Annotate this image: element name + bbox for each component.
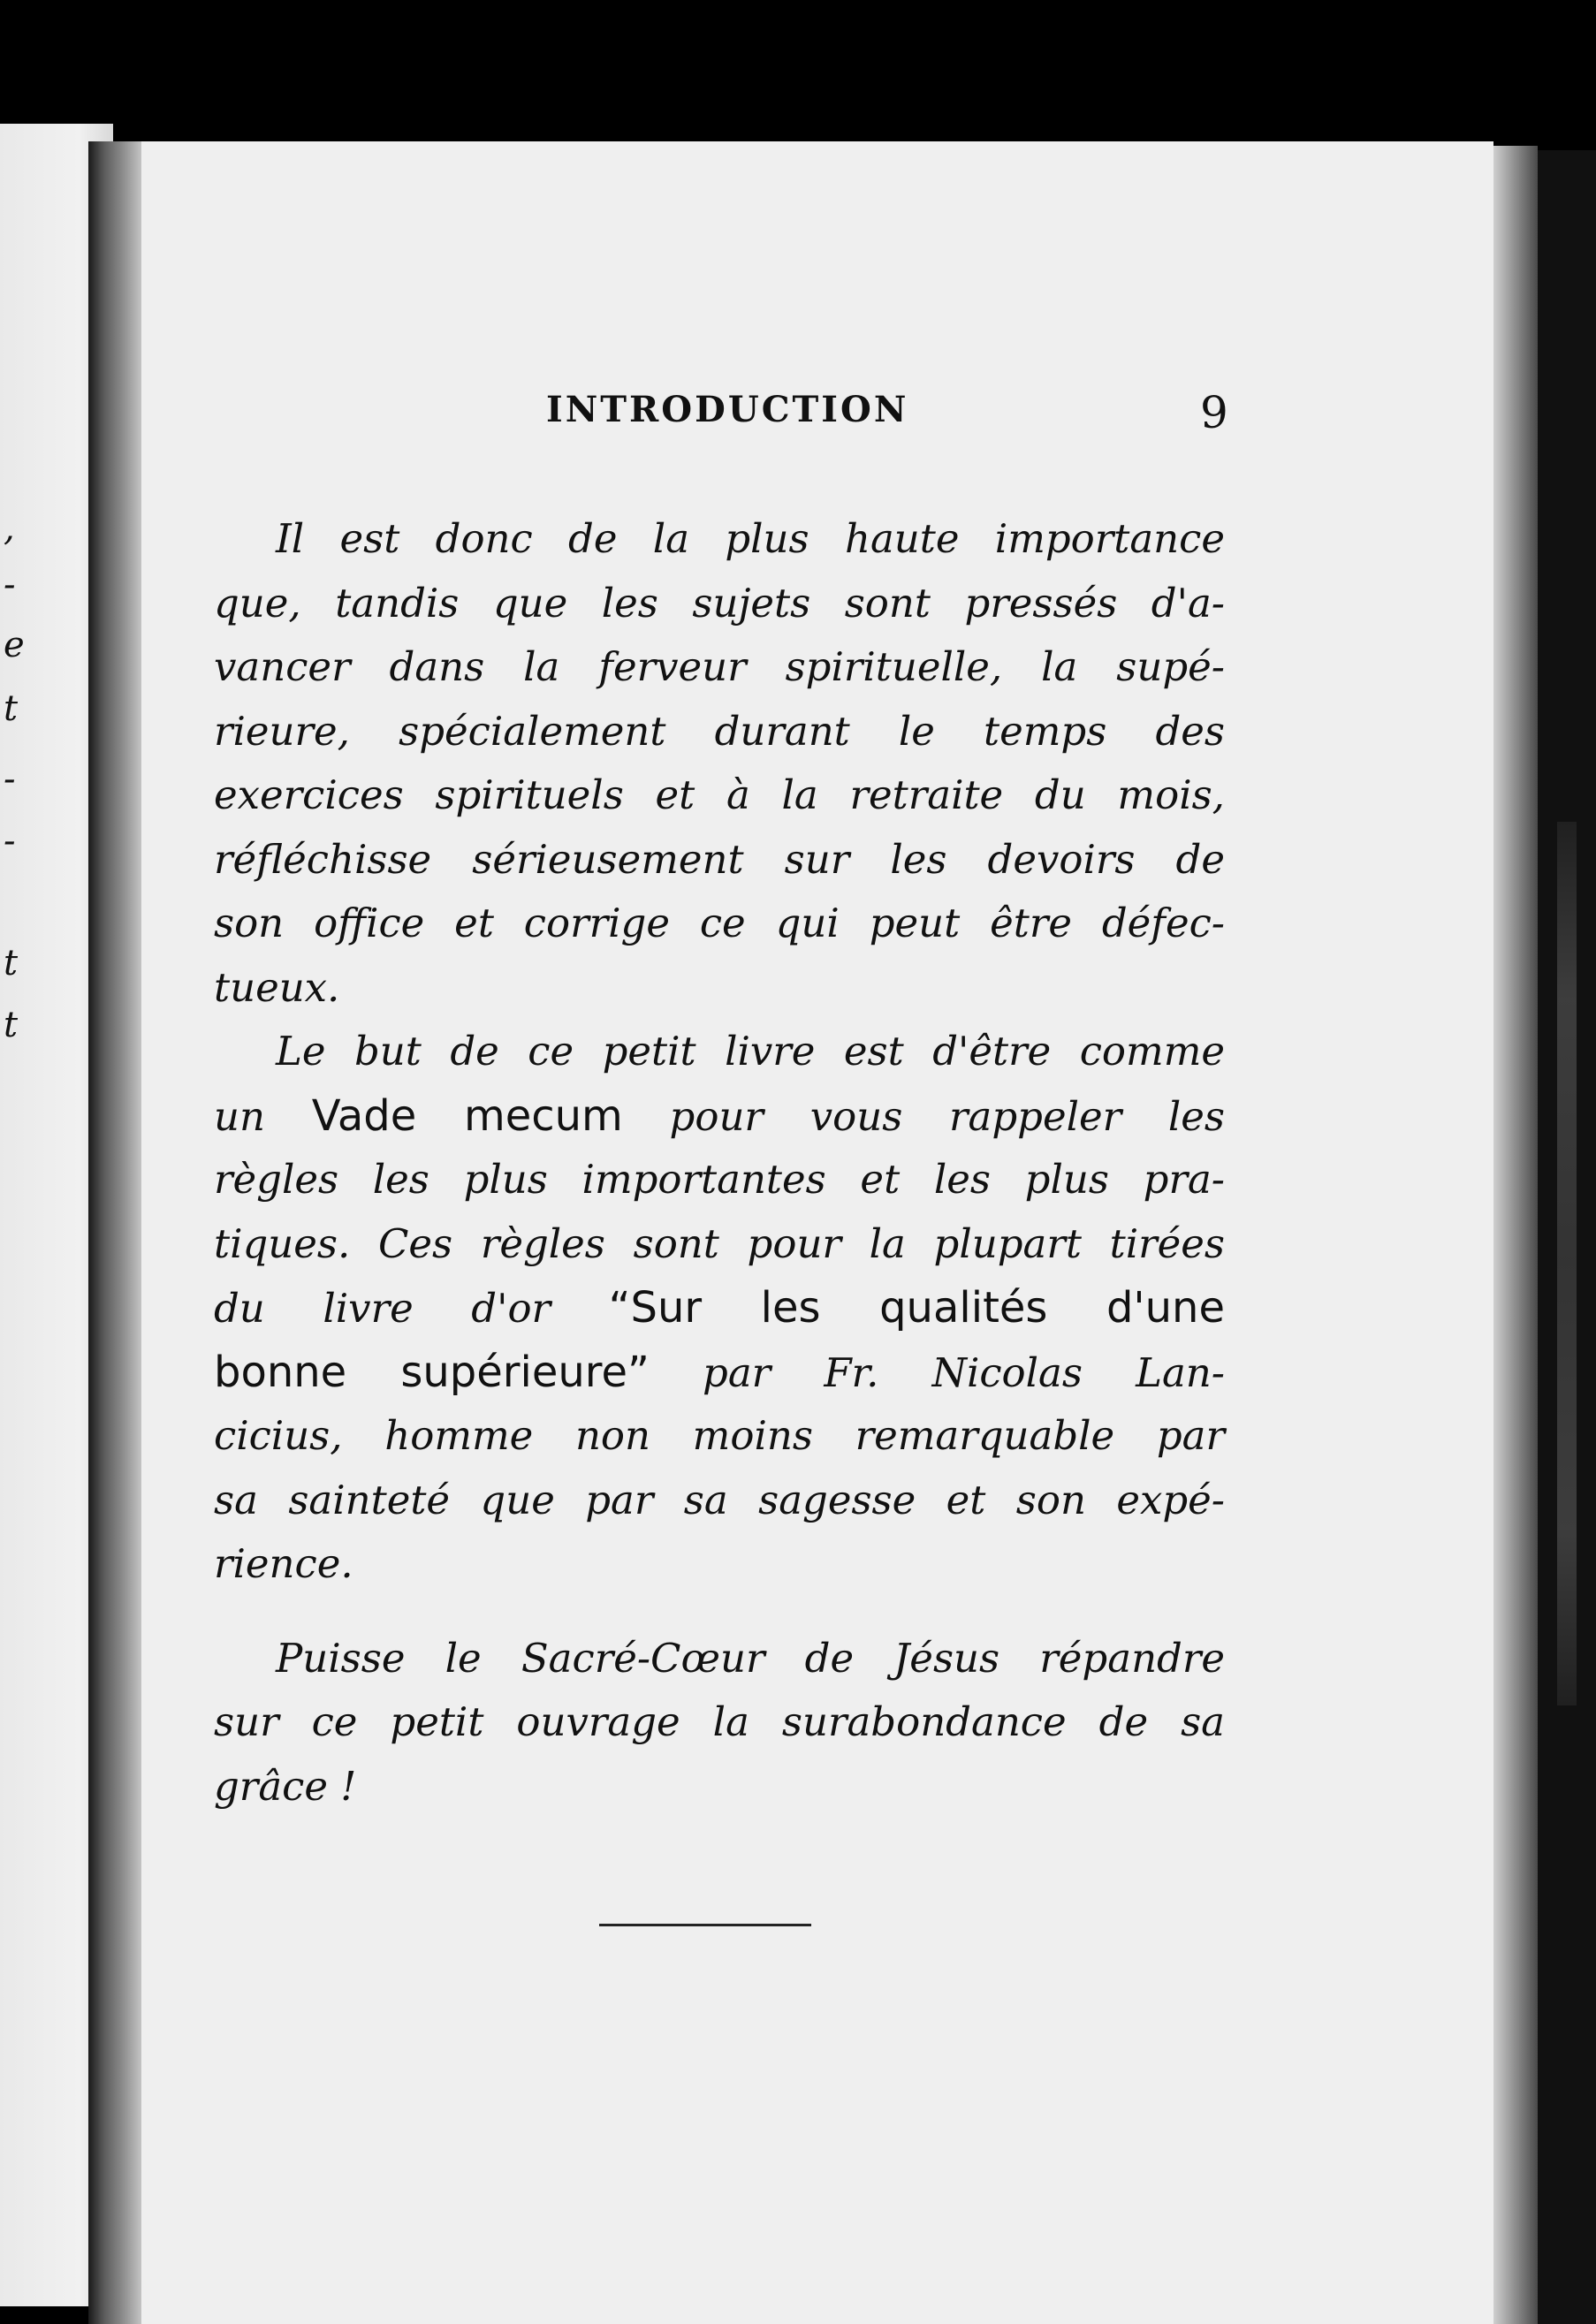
left-page-fragment: e — [4, 625, 25, 665]
text-line: Il est donc de la plus haute importance — [276, 515, 1225, 562]
page-edge — [1493, 146, 1538, 2324]
text-line: rience. — [214, 1540, 353, 1587]
text-line-with-roman: un Vade mecum pour vous rappeler les — [214, 1090, 1226, 1141]
roman-text-inner: bonne supérieure — [214, 1347, 627, 1397]
text-line: réfléchisse sérieusement sur les devoirs de — [214, 835, 1225, 883]
paragraph-1 — [214, 507, 1225, 1020]
library-stamp — [1557, 822, 1577, 1705]
end-rule — [599, 1924, 811, 1926]
text-line: Puisse le Sacré-Cœur de Jésus répandre — [276, 1634, 1225, 1682]
book-cover-edge — [1538, 150, 1596, 2324]
text-line: tiques. Ces règles sont pour la plupart tirées — [214, 1219, 1225, 1267]
left-page-fragment: , — [4, 508, 15, 549]
text-line: rieure, spécialement durant le temps des — [214, 707, 1225, 755]
text-line-with-roman: du livre d'or “Sur les qualités d'une — [214, 1283, 1225, 1333]
roman-text: Vade mecum — [311, 1090, 623, 1141]
text-line: sur ce petit ouvrage la surabondance de sa — [214, 1698, 1225, 1745]
roman-text: bonne supérieure” — [214, 1347, 650, 1397]
text-line: tueux. — [214, 963, 340, 1011]
text-line: sa sainteté que par sa sagesse et son expé- — [214, 1476, 1225, 1523]
paragraph-2 — [214, 1020, 1225, 1597]
page-body — [214, 507, 1225, 1819]
text-line: exercices spirituels et à la retraite du mois, — [214, 771, 1225, 818]
text-line: grâce ! — [214, 1762, 357, 1810]
text-line: que, tandis que les sujets sont pressés d'a- — [214, 579, 1225, 627]
text-line-with-roman: bonne supérieure” par Fr. Nicolas Lan- — [214, 1347, 1225, 1397]
left-page-fragment: t — [4, 688, 19, 729]
text-line: son office et corrige ce qui peut être défec- — [214, 900, 1225, 946]
roman-text-inner: Sur les qualités d'une — [630, 1283, 1225, 1333]
paragraph-gap — [214, 1597, 1225, 1627]
left-page-fragment: - — [4, 821, 16, 862]
left-page-fragment: - — [4, 759, 16, 800]
text-line: cicius, homme non moins remarquable par — [214, 1412, 1225, 1459]
left-page-fragment: t — [4, 1005, 19, 1045]
paragraph-3 — [214, 1627, 1225, 1819]
roman-text: “Sur les qualités d'une — [608, 1283, 1225, 1333]
running-head: INTRODUCTION — [546, 389, 909, 430]
text-line: Le but de ce petit livre est d'être comme — [276, 1028, 1225, 1075]
text-line: vancer dans la ferveur spirituelle, la supé- — [214, 643, 1225, 690]
left-page-fragment: t — [4, 943, 19, 984]
left-page-fragment: - — [4, 565, 16, 605]
text-line: règles les plus importantes et les plus pra- — [214, 1156, 1225, 1203]
page-number: 9 — [1200, 387, 1228, 438]
